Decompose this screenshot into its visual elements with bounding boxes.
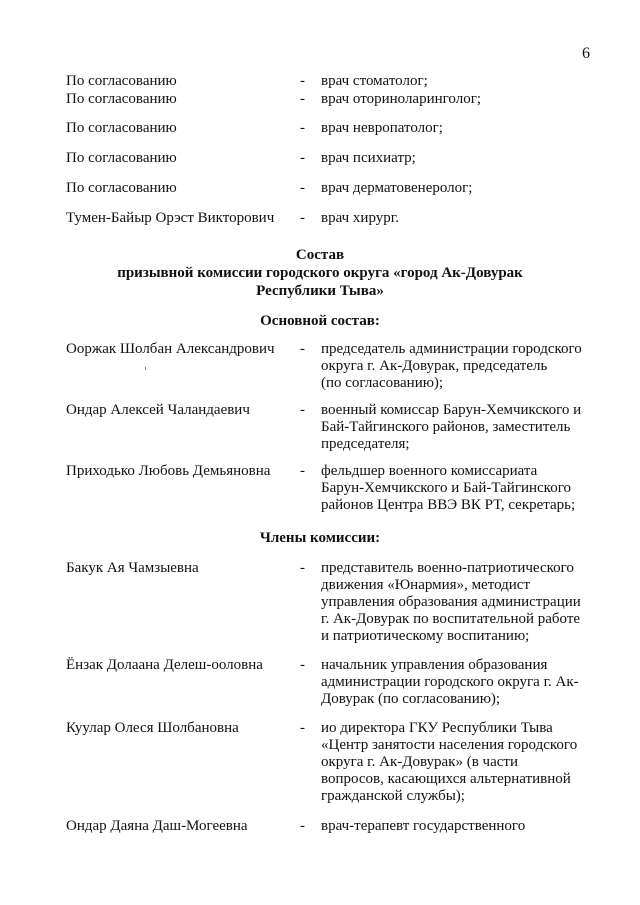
entry-role: врач невропатолог; xyxy=(321,120,443,136)
entry-name: По согласованию xyxy=(66,150,177,166)
entry-dash: - xyxy=(300,180,305,196)
member-role xyxy=(321,818,596,835)
member-role xyxy=(321,720,596,805)
member-role xyxy=(321,341,596,392)
role-line: Барун-Хемчикского и Бай-Тайгинского xyxy=(321,480,571,496)
entry-dash: - xyxy=(300,560,305,576)
member-name: Ондар Алексей Чаландаевич xyxy=(66,402,250,418)
entry-dash: - xyxy=(300,657,305,673)
entry-dash: - xyxy=(300,150,305,166)
role-line: председатель администрации городского xyxy=(321,341,582,357)
role-line: Бай-Тайгинского районов, заместитель xyxy=(321,419,571,435)
role-line: управления образования администрации xyxy=(321,594,581,610)
entry-name: По согласованию xyxy=(66,73,177,89)
role-line: вопросов, касающихся альтернативной xyxy=(321,771,571,787)
scan-speck xyxy=(145,367,146,370)
role-line: округа г. Ак-Довурак» (в части xyxy=(321,754,518,770)
role-line: представитель военно-патриотического xyxy=(321,560,574,576)
section-title-main: Основной состав: xyxy=(260,313,380,329)
entry-dash: - xyxy=(300,720,305,736)
member-name: Бакук Ая Чамзыевна xyxy=(66,560,199,576)
role-line: гражданской службы); xyxy=(321,788,465,804)
member-role xyxy=(321,560,596,645)
heading-subtitle: призывной комиссии городского округа «город Ак-Довурак xyxy=(117,265,523,281)
entry-role: врач хирург. xyxy=(321,210,399,226)
role-line: ио директора ГКУ Республики Тыва xyxy=(321,720,553,736)
entry-dash: - xyxy=(300,120,305,136)
role-line: Довурак (по согласованию); xyxy=(321,691,501,707)
member-role xyxy=(321,463,596,514)
entry-name: По согласованию xyxy=(66,120,177,136)
member-name: Ёнзак Долаана Делеш-ооловна xyxy=(66,657,263,673)
member-name: Ондар Даяна Даш-Могеевна xyxy=(66,818,248,834)
role-line: администрации городского округа г. Ак- xyxy=(321,674,579,690)
entry-role: врач психиатр; xyxy=(321,150,416,166)
heading-subtitle: Республики Тыва» xyxy=(256,283,384,299)
entry-dash: - xyxy=(300,402,305,418)
entry-role: врач дерматовенеролог; xyxy=(321,180,473,196)
entry-dash: - xyxy=(300,210,305,226)
member-name: Приходько Любовь Демьяновна xyxy=(66,463,271,479)
page-number: 6 xyxy=(582,45,590,62)
role-line: военный комиссар Барун-Хемчикского и xyxy=(321,402,582,418)
entry-name: Тумен-Байыр Орэст Викторович xyxy=(66,210,275,226)
entry-dash: - xyxy=(300,91,305,107)
entry-dash: - xyxy=(300,341,305,357)
entry-role: врач оториноларинголог; xyxy=(321,91,482,107)
entry-name: По согласованию xyxy=(66,91,177,107)
member-name: Ооржак Шолбан Александрович xyxy=(66,341,275,357)
role-line: и патриотическому воспитанию; xyxy=(321,628,530,644)
role-line: врач-терапевт государственного xyxy=(321,818,526,834)
role-line: «Центр занятости населения городского xyxy=(321,737,578,753)
heading-title: Состав xyxy=(295,247,345,263)
member-role xyxy=(321,657,596,708)
section-title-members: Члены комиссии: xyxy=(259,530,381,546)
entry-name: По согласованию xyxy=(66,180,177,196)
role-line: г. Ак-Довурак по воспитательной работе xyxy=(321,611,581,627)
role-line: округа г. Ак-Довурак, председатель xyxy=(321,358,548,374)
entry-dash: - xyxy=(300,73,305,89)
entry-dash: - xyxy=(300,463,305,479)
member-role xyxy=(321,402,596,453)
member-name: Куулар Олеся Шолбановна xyxy=(66,720,239,736)
role-line: председателя; xyxy=(321,436,410,452)
role-line: начальник управления образования xyxy=(321,657,548,673)
entry-role: врач стоматолог; xyxy=(321,73,428,89)
entry-dash: - xyxy=(300,818,305,834)
role-line: (по согласованию); xyxy=(321,375,444,391)
role-line: движения «Юнармия», методист xyxy=(321,577,531,593)
role-line: фельдшер военного комиссариата xyxy=(321,463,538,479)
role-line: районов Центра ВВЭ ВК РТ, секретарь; xyxy=(321,497,576,513)
